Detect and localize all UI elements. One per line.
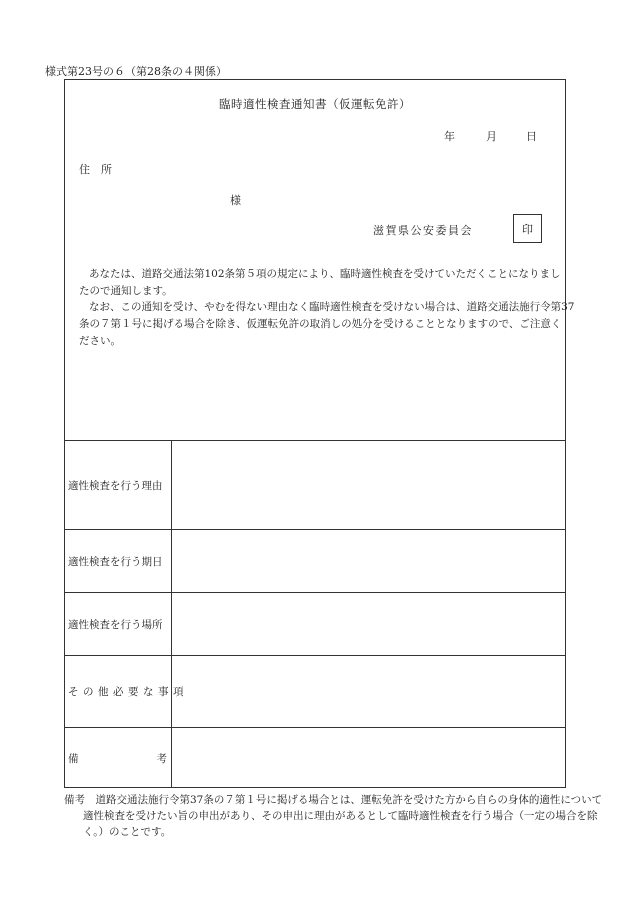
date-day-label: 日: [526, 130, 537, 143]
reason-field[interactable]: [172, 441, 565, 529]
footnote-line: く。）のことです。: [83, 826, 172, 838]
issuer-name: 滋賀県公安委員会: [373, 224, 473, 237]
date-year-label: 年: [444, 130, 455, 143]
body-paragraph-2: [79, 299, 574, 350]
document-title: 臨時適性検査通知書（仮運転免許）: [219, 97, 411, 111]
body-line: あなたは、道路交通法第102条第５項の規定により、臨時適性検査を受けていただくことになりまし: [89, 268, 561, 280]
footnote: [64, 792, 602, 840]
place-field[interactable]: [172, 593, 565, 655]
row-label-place: 適性検査を行う場所: [68, 619, 163, 631]
row-label-date: 適性検査を行う期日: [68, 556, 163, 568]
row-label-remarks: [68, 751, 167, 766]
seal-label: 印: [522, 222, 533, 236]
recipient-honorific: 様: [230, 194, 241, 207]
date-month-label: 月: [486, 130, 497, 143]
form-number: 様式第23号の６（第28条の４関係）: [45, 65, 227, 78]
body-line: 条の７第１号に掲げる場合を除き、仮運転免許の取消しの処分を受けることとなりますので、ご注意く: [79, 318, 562, 330]
body-line: なお、この通知を受け、やむを得ない理由なく臨時適性検査を受けない場合は、道路交通法施行令第37: [89, 301, 575, 313]
remarks-label-left: 備: [68, 753, 79, 765]
other-field[interactable]: [172, 656, 565, 727]
body-paragraph-1: [79, 266, 561, 300]
seal-box: [513, 214, 542, 243]
body-line: ださい。: [79, 335, 121, 347]
footnote-line: 備考 道路交通法施行令第37条の７第１号に掲げる場合とは、運転免許を受けた方から自らの身体的適性について: [64, 794, 603, 806]
address-label: 住 所: [79, 163, 112, 176]
remarks-label-right: 考: [156, 753, 167, 765]
row-label-other: その他必要な事項: [68, 686, 188, 698]
row-label-reason: 適性検査を行う理由: [68, 480, 163, 492]
date-field[interactable]: [172, 530, 565, 592]
body-line: たので通知します。: [79, 285, 173, 297]
footnote-line: 適性検査を受けたい旨の申出があり、その申出に理由があるとして臨時適性検査を行う場合（一定の場合を除: [83, 810, 598, 822]
remarks-field[interactable]: [172, 728, 565, 787]
